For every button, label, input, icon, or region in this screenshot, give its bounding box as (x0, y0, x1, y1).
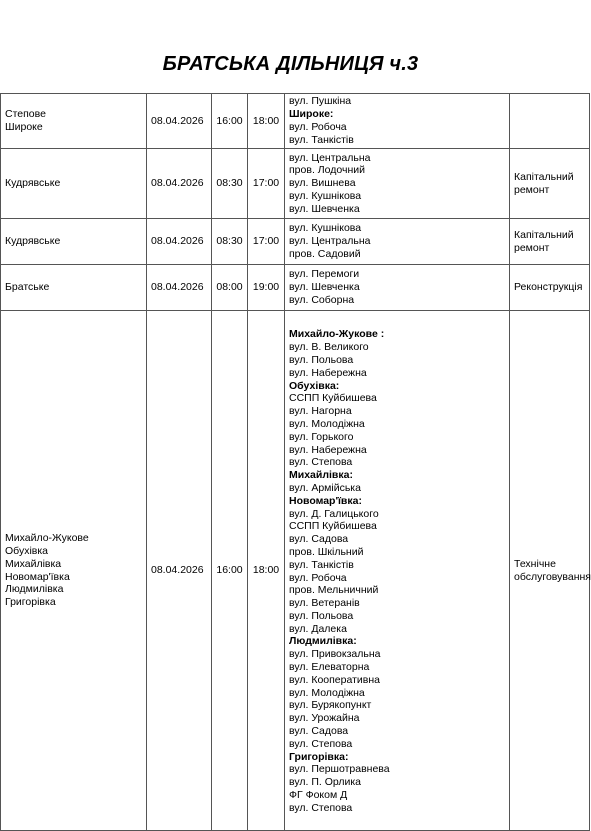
table-row (1, 311, 590, 831)
outage-schedule-table (0, 93, 590, 831)
village-heading: Обухівка: (289, 379, 340, 392)
cell-line: вул. Кушнікова (289, 222, 362, 235)
table-row (1, 149, 590, 219)
cell-line: пров. Шкільний (289, 545, 364, 558)
cell-line: вул. Ветеранів (289, 597, 360, 610)
cell-line: вул. Урожайна (289, 712, 360, 725)
cell-line: вул. Садова (289, 533, 349, 546)
cell-line: вул. Армійська (289, 481, 361, 494)
work-type-cell (510, 265, 590, 311)
work-type-cell (510, 219, 590, 265)
settlements-cell (1, 94, 147, 149)
cell-line: вул. Елеваторна (289, 661, 370, 674)
village-heading: Михайло-Жукове : (289, 328, 385, 341)
cell-line: вул. Молодіжна (289, 417, 365, 430)
cell-line: вул. Набережна (289, 366, 367, 379)
cell-line: Людмилівка (5, 583, 64, 596)
work-type-cell (510, 311, 590, 831)
cell-line: вул. Польова (289, 353, 354, 366)
start-time-cell: 16:00 (212, 94, 248, 149)
cell-line: пров. Мельничний (289, 584, 379, 597)
cell-line: пров. Садовий (289, 247, 361, 260)
end-time-cell: 17:00 (248, 219, 285, 265)
page-title: БРАТСЬКА ДІЛЬНИЦЯ ч.3 (162, 53, 419, 75)
cell-line: вул. Робоча (289, 571, 347, 584)
cell-line: вул. Кушнікова (289, 189, 362, 202)
start-time-cell: 16:00 (212, 311, 248, 831)
work-type-cell (510, 94, 590, 149)
cell-line: вул. Далека (289, 622, 347, 635)
cell-line: Михайло-Жукове (5, 532, 89, 545)
cell-line: Обухівка (5, 544, 49, 557)
cell-line: ССПП Куйбишева (289, 392, 377, 405)
cell-line: вул. Танкістів (289, 133, 354, 146)
start-time-cell: 08:30 (212, 219, 248, 265)
cell-line: ремонт (514, 241, 550, 254)
cell-line: Михайлівка (5, 557, 62, 570)
cell-line: вул. Шевченка (289, 202, 360, 215)
cell-line: обслуговування (514, 570, 591, 583)
cell-line: пров. Лодочний (289, 164, 366, 177)
date-cell: 08.04.2026 (147, 94, 212, 149)
cell-line: Кудрявське (5, 235, 61, 248)
cell-line: Степове (5, 108, 46, 121)
village-heading: Широке: (289, 108, 334, 121)
cell-line: вул. П. Орлика (289, 776, 362, 789)
cell-line: вул. Горького (289, 430, 354, 443)
cell-line: ФГ Фоком Д (289, 789, 348, 802)
cell-line: вул. Центральна (289, 235, 371, 248)
work-type-cell (510, 149, 590, 219)
cell-line: вул. Садова (289, 725, 349, 738)
cell-line: вул. Степова (289, 456, 353, 469)
village-heading: Григорівка: (289, 750, 349, 763)
cell-line: вул. Пушкіна (289, 95, 352, 108)
cell-line: вул. Набережна (289, 443, 367, 456)
cell-line: вул. Привокзальна (289, 648, 381, 661)
settlements-cell (1, 265, 147, 311)
streets-cell (285, 219, 510, 265)
cell-line: вул. Центральна (289, 151, 371, 164)
settlements-cell (1, 149, 147, 219)
table-row (1, 94, 590, 149)
cell-line: вул. Д. Галицького (289, 507, 379, 520)
table-row (1, 219, 590, 265)
cell-line: Григорівка (5, 596, 56, 609)
table-row (1, 265, 590, 311)
village-heading: Людмилівка: (289, 635, 357, 648)
cell-line: вул. Кооперативна (289, 673, 380, 686)
cell-line: вул. Шевченка (289, 281, 360, 294)
cell-line: Реконструкція (514, 281, 583, 294)
cell-line: вул. Бурякопункт (289, 699, 372, 712)
streets-cell (285, 94, 510, 149)
start-time-cell: 08:30 (212, 149, 248, 219)
cell-line: вул. Робоча (289, 121, 347, 133)
date-cell: 08.04.2026 (147, 311, 212, 831)
cell-line: вул. Вишнева (289, 177, 356, 190)
village-heading: Новомар'ївка: (289, 494, 362, 507)
cell-line: Технічне (514, 557, 556, 570)
cell-line: вул. Молодіжна (289, 686, 365, 699)
cell-line: вул. Перемоги (289, 268, 360, 281)
streets-cell (285, 149, 510, 219)
end-time-cell: 17:00 (248, 149, 285, 219)
settlements-cell (1, 311, 147, 831)
cell-line: вул. Першотравнева (289, 763, 390, 776)
cell-line: вул. Соборна (289, 293, 355, 306)
streets-cell (285, 311, 510, 831)
end-time-cell: 18:00 (248, 311, 285, 831)
cell-line: Новомар'ївка (5, 570, 70, 583)
date-cell: 08.04.2026 (147, 219, 212, 265)
cell-line: вул. В. Великого (289, 341, 369, 354)
date-cell: 08.04.2026 (147, 149, 212, 219)
village-heading: Михайлівка: (289, 469, 353, 482)
cell-line: вул. Польова (289, 609, 354, 622)
cell-line: вул. Степова (289, 737, 353, 750)
settlements-cell (1, 219, 147, 265)
date-cell: 08.04.2026 (147, 265, 212, 311)
cell-line: вул. Степова (289, 801, 353, 814)
cell-line: ремонт (514, 183, 550, 196)
start-time-cell: 08:00 (212, 265, 248, 311)
end-time-cell: 19:00 (248, 265, 285, 311)
end-time-cell: 18:00 (248, 94, 285, 149)
cell-line: Кудрявське (5, 177, 61, 190)
cell-line: Широке (5, 121, 43, 133)
cell-line: Капітальний (514, 170, 574, 183)
cell-line: вул. Нагорна (289, 405, 352, 418)
cell-line: Капітальний (514, 228, 574, 241)
cell-line: ССПП Куйбишева (289, 520, 377, 533)
schedule-body (1, 94, 590, 831)
cell-line: вул. Танкістів (289, 558, 354, 571)
cell-line: Братське (5, 281, 50, 294)
streets-cell (285, 265, 510, 311)
